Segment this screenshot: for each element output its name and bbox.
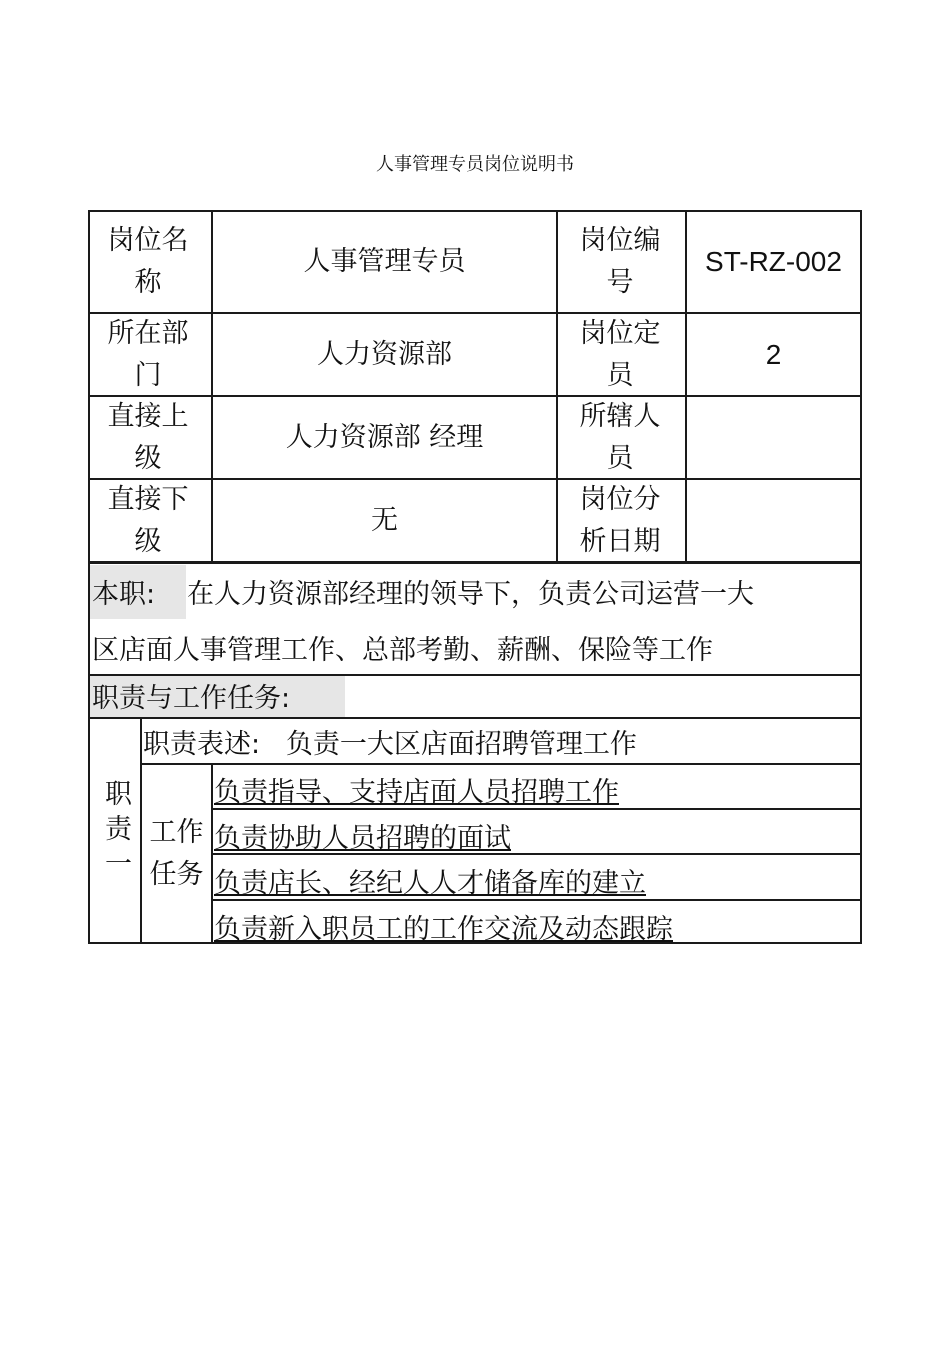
value-position-code: ST-RZ-002 — [705, 246, 842, 277]
label-subordinates-managed: 所辖人员 — [579, 400, 661, 474]
duty1-task-1: 负责指导、支持店面人员招聘工作 — [214, 777, 619, 808]
label-department: 所在部门 — [107, 317, 189, 391]
duty1-task-4: 负责新入职员工的工作交流及动态跟踪 — [214, 914, 673, 945]
summary-label: 本职: — [92, 579, 156, 610]
summary-text-line1: 在人力资源部经理的领导下，负责公司运营一大 — [187, 579, 754, 610]
duty1-description: 职责表述: 负责一大区店面招聘管理工作 — [143, 729, 637, 760]
value-subordinates-managed — [687, 397, 860, 478]
value-direct-superior: 人力资源部 经理 — [285, 421, 484, 453]
duties-section-label: 职责与工作任务: — [92, 683, 291, 714]
label-position-name: 岗位名称 — [107, 225, 189, 298]
value-headcount: 2 — [765, 338, 782, 370]
value-position-name: 人事管理专员 — [303, 246, 466, 277]
value-analysis-date — [687, 480, 860, 561]
duty1-task-3: 负责店长、经纪人人才储备库的建立 — [214, 868, 646, 899]
value-department: 人力资源部 — [317, 338, 452, 370]
duty1-tasks-label — [142, 765, 211, 943]
duty1-task-2: 负责协助人员招聘的面试 — [214, 823, 511, 854]
duty1-tasks-label-text: 工作任务 — [149, 817, 204, 890]
duty1-label — [90, 719, 140, 943]
duty1-label-text: 职责一 — [100, 778, 131, 884]
document-title: 人事管理专员岗位说明书 — [376, 154, 574, 175]
label-direct-superior: 直接上级 — [107, 400, 189, 474]
label-direct-subordinate: 直接下级 — [107, 483, 189, 557]
summary-text-line2: 区店面人事管理工作、总部考勤、薪酬、保险等工作 — [92, 635, 713, 666]
value-direct-subordinate: 无 — [371, 504, 398, 536]
label-position-code: 岗位编号 — [579, 225, 661, 298]
label-headcount: 岗位定员 — [579, 317, 661, 391]
label-analysis-date: 岗位分析日期 — [579, 483, 661, 557]
